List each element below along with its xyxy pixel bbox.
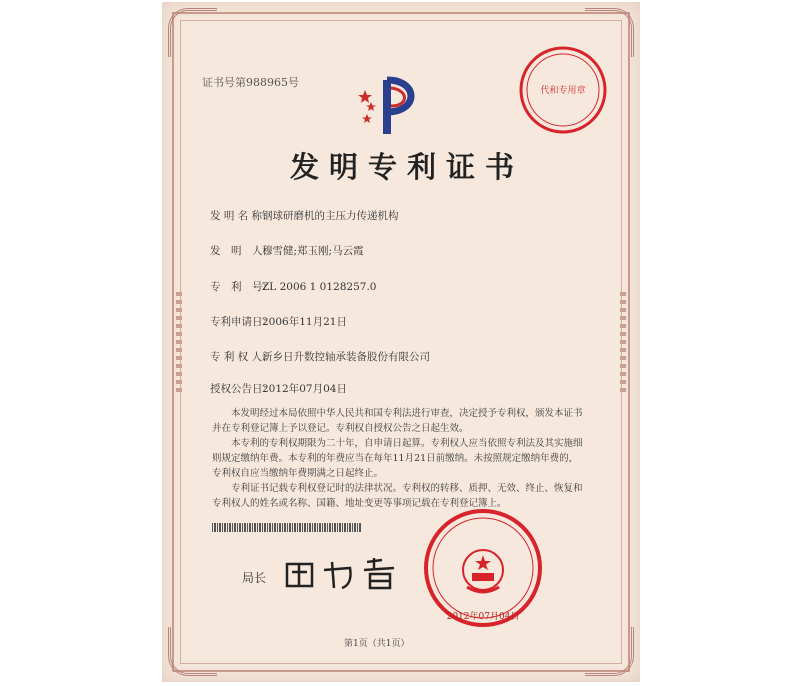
- field-patentee: [210, 349, 430, 364]
- field-value: 新乡日升数控轴承装备股份有限公司: [262, 351, 430, 363]
- barcode: [212, 523, 362, 532]
- certificate-title: 发明专利证书: [290, 150, 525, 184]
- director-signature: [282, 554, 412, 594]
- certificate-number: 证书号第988965号: [202, 76, 299, 89]
- body-paragraph: 本专利的专利权期限为二十年，自申请日起算。专利权人应当依照专利法及其实施细则规定缴纳年费。本专利的年费应当在每年11月21日前缴纳。未按照规定缴纳年费的，专利权自应当缴纳年费期满之日起终止。: [212, 438, 583, 479]
- field-label: 发 明 人：: [210, 245, 273, 257]
- field-label: 专 利 号：: [210, 281, 273, 293]
- field-value: ZL 2006 1 0128257.0: [262, 281, 377, 293]
- field-invention-name: [210, 208, 399, 223]
- field-label: 专 利 权 人：: [210, 351, 273, 363]
- national-emblem-icon: [463, 550, 503, 592]
- director-label: 局长: [242, 571, 267, 585]
- field-inventors: [210, 243, 364, 258]
- corner-ornament: [585, 627, 634, 676]
- patent-office-logo-icon: [357, 72, 427, 142]
- corner-ornament: [168, 8, 217, 57]
- corner-ornament: [168, 627, 217, 676]
- field-value: 2006年11月21日: [262, 316, 347, 328]
- field-value: 穆雪健;郑玉刚;马云霞: [262, 245, 364, 257]
- field-label: 发 明 名 称：: [210, 210, 273, 222]
- printing-seal: [517, 44, 609, 136]
- official-seal: [422, 507, 544, 629]
- field-grant-date: [210, 381, 347, 396]
- field-value: 钢球研磨机的主压力传递机构: [262, 210, 399, 222]
- top-seal-center-text: 代和专用章: [540, 86, 586, 96]
- field-patent-number: [210, 279, 376, 294]
- field-application-date: [210, 314, 347, 329]
- field-label: 专利申请日：: [210, 316, 273, 328]
- body-paragraph: 专利证书记载专利权登记时的法律状况。专利权的转移、质押、无效、终止、恢复和专利权人的姓名或名称、国籍、地址变更等事项记载在专利登记簿上。: [212, 483, 583, 509]
- seal-date: 2012年07月04日: [446, 612, 520, 622]
- side-ornament: [176, 292, 182, 392]
- side-ornament: [620, 292, 626, 392]
- field-value: 2012年07月04日: [262, 383, 347, 395]
- page-footer: 第1页（共1页）: [344, 639, 410, 649]
- patent-certificate: [162, 2, 640, 682]
- body-paragraph: 本发明经过本局依照中华人民共和国专利法进行审查，决定授予专利权，颁发本证书并在专利登记簿上予以登记。专利权自授权公告之日起生效。: [212, 408, 583, 434]
- field-label: 授权公告日：: [210, 383, 273, 395]
